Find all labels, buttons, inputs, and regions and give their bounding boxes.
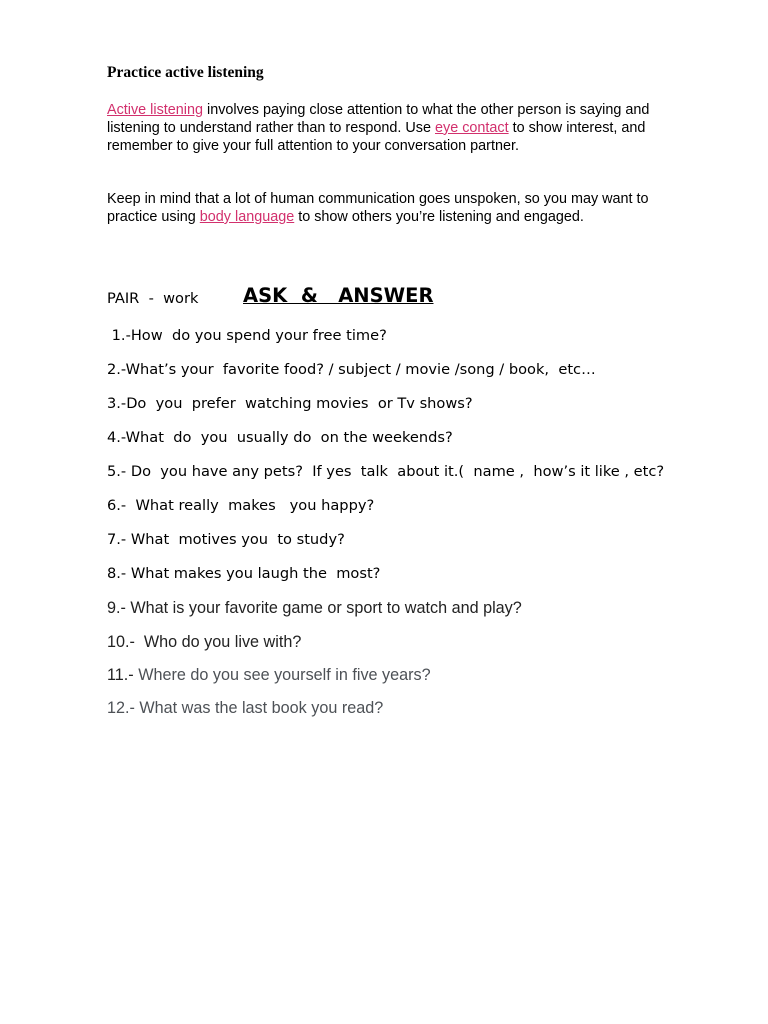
question-11-text: Where do you see yourself in five years? <box>138 666 431 684</box>
question-4: 4.-What do you usually do on the weekends? <box>107 429 453 446</box>
paragraph-text: to show others you’re listening and engaged. <box>294 208 584 225</box>
paragraph-text: Keep in mind that a lot of human communication goes unspoken, so you may want to practice using <box>107 191 649 225</box>
paragraph-text: to show interest, and remember to give your full attention to your conversation partner. <box>107 119 646 154</box>
ask-answer-title: ASK & ANSWER <box>243 284 434 307</box>
question-5: 5.- Do you have any pets? If yes talk about it.( name , how’s it like , etc? <box>107 463 665 480</box>
active-listening-link[interactable]: Active listening <box>107 102 203 118</box>
eye-contact-link[interactable]: eye contact <box>435 119 509 136</box>
body-language-paragraph <box>107 191 652 227</box>
question-11 <box>107 666 431 685</box>
question-11-number: 11.- <box>107 666 139 684</box>
question-2: 2.-What’s your favorite food? / subject / movie /song / book, etc… <box>107 361 596 378</box>
pair-work-label: PAIR - work <box>107 290 199 307</box>
active-listening-paragraph <box>107 102 652 156</box>
body-language-link[interactable]: body language <box>199 208 295 225</box>
question-12: 12.- What was the last book you read? <box>107 699 384 717</box>
question-3: 3.-Do you prefer watching movies or Tv shows? <box>107 395 473 412</box>
question-6: 6.- What really makes you happy? <box>107 497 375 514</box>
question-9: 9.- What is your favorite game or sport to watch and play? <box>107 599 522 617</box>
paragraph-text: involves paying close attention to what the other person is saying and listening to understand rather than to respond. Use <box>107 102 650 136</box>
question-1: 1.-How do you spend your free time? <box>107 327 387 344</box>
question-7: 7.- What motives you to study? <box>107 531 345 548</box>
question-8: 8.- What makes you laugh the most? <box>107 565 381 582</box>
question-10: 10.- Who do you live with? <box>107 633 302 651</box>
section-heading: Practice active listening <box>107 64 264 81</box>
